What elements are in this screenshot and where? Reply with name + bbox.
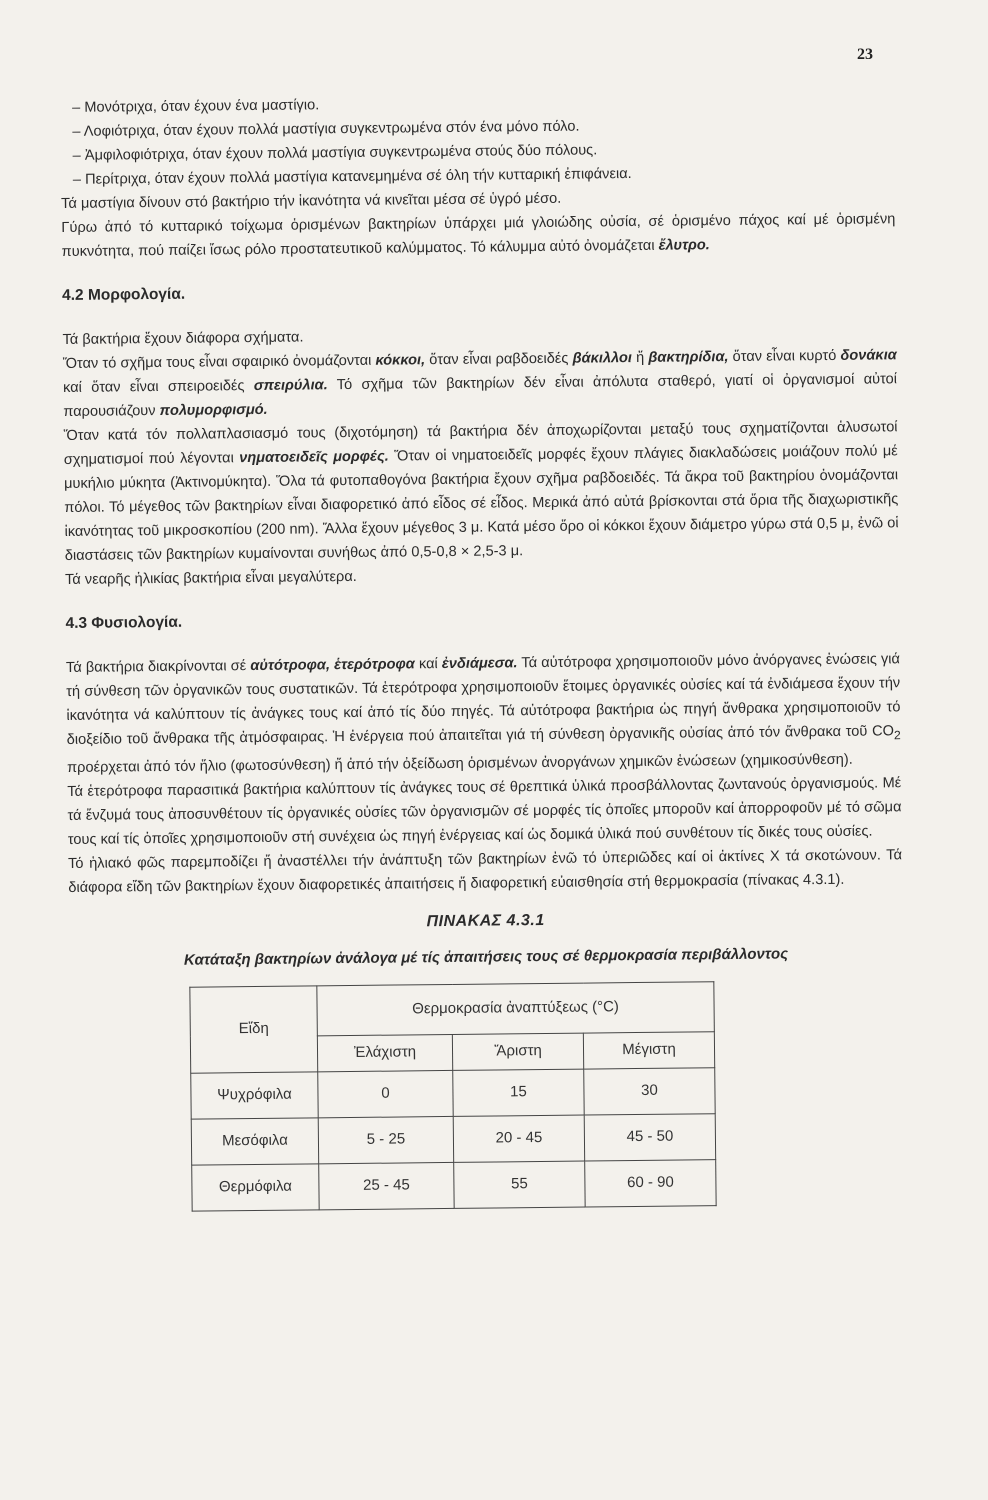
paragraph-flagella: Τά μαστίγια δίνουν στό βακτήριο τήν ἱκανότητα νά κινεῖται μέσα σέ ὑγρό μέσο.: [61, 190, 562, 212]
paragraph-capsule: Γύρω ἀπό τό κυτταρικό τοίχωμα ὁρισμένων βακτηρίων ὑπάρχει μιά γλοιώδης οὐσία, σέ ὁρισμένο πάχος καί μέ ὁρισμένη πυκνότητα, πού παίζει ἴσως ρόλο προστατευτικοῦ καλύμματος. Τό κάλυμμα αὐτό ὀνομάζεται ἔλυτρο.: [61, 211, 896, 260]
row-min: 5 - 25: [318, 1116, 453, 1163]
row-min: 25 - 45: [319, 1162, 454, 1209]
section-heading-morphology: 4.2 Μορφολογία.: [62, 285, 186, 304]
bullet-peritricha: – Περίτριχα, όταν έχουν πολλά μαστίγια κατανεμημένα σέ όλη τήν κυτταρική ἐπιφάνεια.: [72, 166, 632, 188]
row-opt: 15: [453, 1069, 584, 1116]
row-name: Ψυχρόφιλα: [191, 1072, 318, 1119]
row-min: 0: [318, 1070, 453, 1117]
page-number: 23: [857, 46, 873, 63]
bullet-lofiotricha: – Λοφιότριχα, όταν έχουν πολλά μαστίγια συγκεντρωμένα στόν ένα μόνο πόλο.: [72, 118, 580, 140]
row-max: 60 - 90: [585, 1160, 716, 1207]
row-name: Θερμόφιλα: [192, 1164, 319, 1211]
temperature-table: [189, 981, 716, 1211]
table-row: [191, 1114, 715, 1165]
row-max: 45 - 50: [584, 1114, 715, 1161]
paragraph-light-temperature: Τό ἡλιακό φῶς παρεμποδίζει ἤ ἀναστέλλει τήν ἀνάπτυξη τῶν βακτηρίων ἐνῶ τό ὑπεριῶδες καί οἱ ἀκτίνες X τά σκοτώνουν. Τά διάφορα εἴδη τῶν βακτηρίων ἔχουν διαφορετικές ἀπαιτήσεις ἤ διαφορετική εὐαισθησία στή θερμοκρασία (πίνακας 4.3.1).: [67, 847, 903, 896]
section-heading-physiology: 4.3 Φυσιολογία.: [65, 613, 183, 632]
table-title: ΠΙΝΑΚΑΣ 4.3.1: [426, 911, 545, 931]
row-opt: 55: [454, 1161, 585, 1208]
paragraph-parasitic: Τά ἑτερότροφα παρασιτικά βακτήρια καλύπτουν τίς ἀνάγκες τους σέ θρεπτικά ὑλικά προσβάλλοντας ζωντανούς ὀργανισμούς. Μέ τά ἔνζυμά τους ἀποσυνθέτουν τίς ὀργανικές οὐσίες τῶν ὀργανισμῶν σέ μορφές τίς ὁποῖες μποροῦν καί ἀπορροφοῦν μέ τό σῶμα τους καί τίς ὁποῖες χρησιμοποιοῦν στή συνέχεια ὡς πηγή ἐνέργειας καί ὡς δομικά ὑλικά πού συνθέτουν τίς δικές τους οὐσίες.: [67, 775, 902, 848]
species-header: Εἴδη: [190, 986, 318, 1073]
temperature-header: Θερμοκρασία ἀναπτύξεως (°C): [317, 982, 715, 1036]
bullet-monotricha: – Μονότριχα, όταν έχουν ένα μαστίγιο.: [72, 97, 320, 116]
paragraph-young-bacteria: Τά νεαρῆς ἡλικίας βακτήρια εἶναι μεγαλύτερα.: [64, 568, 357, 588]
term-elytro: ἔλυτρο.: [658, 237, 710, 254]
row-max: 30: [584, 1068, 715, 1115]
column-header-opt: Ἄριστη: [452, 1033, 583, 1070]
column-header-min: Ἐλάχιστη: [317, 1034, 452, 1071]
table-row: [191, 1068, 715, 1119]
row-opt: 20 - 45: [453, 1115, 584, 1162]
paragraph-nutrition: Τά βακτήρια διακρίνονται σέ αὐτότροφα, ἑτερότροφα καί ἐνδιάμεσα. Τά αὐτότροφα χρησιμοποιοῦν μόνο ἀνόργανες ἑνώσεις γιά τή σύνθεση τῶν ὀργανικῶν τους συστατικῶν. Τά ἑτερότροφα χρησιμοποιοῦν ἕτοιμες ὀργανικές οὐσίες καί τά ἐνδιάμεσα ἔχουν τήν ἱκανότητα νά καλύπτουν τίς ἀνάγκες τους καί ἀπό τίς δύο πηγές. Τά αὐτότροφα βακτήρια ὡς πηγή ἄνθρακα χρησιμοποιοῦν τό διοξείδιο τοῦ ἄνθρακα τῆς ἀτμόσφαιρας. Ἡ ἐνέργεια πού ἀπαιτεῖται γιά τή σύνθεση ὀργανικῆς οὐσίας ἀπό τόν ἄνθρακα τοῦ $CO_2$ προέρχεται ἀπό τόν ἥλιο (φωτοσύνθεση) ἤ ἀπό τήν ὀξείδωση ὁρισμένων ἀνοργάνων χημικῶν ἑνώσεων (χημικοσύνθεση).: [65, 651, 901, 776]
paragraph-shapes-intro: Τά βακτήρια ἔχουν διάφορα σχήματα.: [62, 329, 304, 348]
paragraph-filaments-size: Ὅταν κατά τόν πολλαπλασιασμό τους (διχοτόμηση) τά βακτήρια δέν ἀποχωρίζονται μεταξύ τους σχηματίζονται ἁλυσωτοί σχηματισμοί πού λέγονται νηματοειδεῖς μορφές. Ὅταν οἱ νηματοειδεῖς μορφές ἔχουν πλάγιες διακλαδώσεις μοιάζουν πολύ μέ μυκήλιο μύκητα (Ἀκτινομύκητα). Ὅλα τά φυτοπαθογόνα βακτήρια ἔχουν σχῆμα ραβδοειδές. Τά ἄκρα τοῦ βακτηρίου ὀνομάζονται πόλοι. Τό μέγεθος τῶν βακτηρίων εἶναι διαφορετικό ἀπό εἶδος σέ εἶδος. Μερικά ἀπό αὐτά βρίσκονται στά ὅρια τῆς διαχωριστικῆς ἱκανότητας τοῦ μικροσκοπίου (200 nm). Ἄλλα ἔχουν μέγεθος 3 μ. Κατά μέσο ὅρο οἱ κόκκοι ἔχουν διάμετρο γύρω στά 0,5 μ, ἐνῶ οἱ διαστάσεις τῶν βακτηρίων κυμαίνονται συνήθως ἀπό 0,5-0,8 × 2,5-3 μ.: [63, 419, 899, 564]
page-content: [60, 87, 906, 1213]
table-caption: Κατάταξη βακτηρίων ἀνάλογα μέ τίς ἀπαιτήσεις τους σέ θερμοκρασία περιβάλλοντος: [183, 945, 789, 969]
paragraph-shapes: Ὅταν τό σχῆμα τους εἶναι σφαιρικό ὀνομάζονται κόκκοι, ὅταν εἶναι ραβδοειδές βάκιλλοι ἤ βακτηρίδια, ὅταν εἶναι κυρτό δονάκια καί ὅταν εἶναι σπειροειδές σπειρύλια. Τό σχῆμα τῶν βακτηρίων δέν εἶναι ἀπόλυτα σταθερό, γιατί οἱ ὀργανισμοί αὐτοί παρουσιάζουν πολυμορφισμό.: [62, 347, 898, 420]
table-row: [192, 1160, 716, 1211]
column-header-max: Μέγιστη: [583, 1032, 714, 1069]
bullet-amfilofiotricha: – Ἀμφιλοφιότριχα, όταν έχουν πολλά μαστίγια συγκεντρωμένα στούς δύο πόλους.: [72, 142, 598, 164]
row-name: Μεσόφιλα: [191, 1118, 318, 1165]
